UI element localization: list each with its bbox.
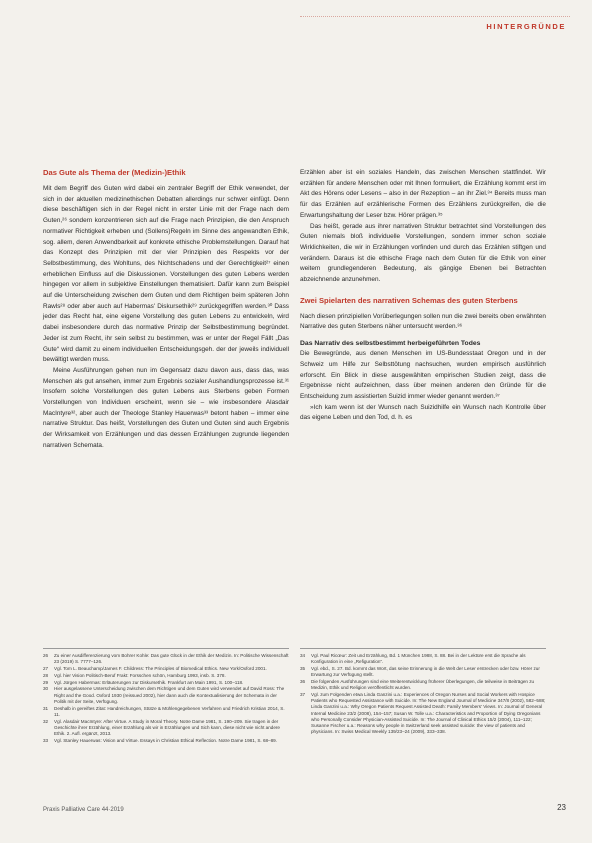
paragraph: Mit dem Begriff des Guten wird dabei ein zentraler Begriff der Ethik verwendet, der sich in der aktuellen medizinethischen Debatten allerdings nur schwer einfügt. Denn diese beschäftigen sich in der Regel nicht in erster Linie mit der Frage nach dem Guten,²⁶ sondern konzentrieren sich auf die Frage nach Prinzipien, die den Anspruch normativer Richtigkeit erheben und (Sollens)Regeln im Sinne des angewandten Ethik, sog. allem, deren Anwendbarkeit auf konkrete ethische Problemstellungen. Darauf hat das Konzept des Prinzipien mit der vier Prinzipien des Respekts vor der Selbstbestimmung, des Wohltuns, des Nichtschadens und der Gerechtigkeit²⁷ einen erheblichen Einfluss auf die Diskussionen. Vorstellungen des guten Lebens werden hingegen vor allem in subjektive Einstellungen thematisiert. Dafür kann zum Beispiel auf die Unterscheidung zwischen dem Guten und dem Richtigen beim späteren John Rawls²⁸ oder aber auch auf Habermas' Diskursethik²⁹ zurückgegriffen werden.³⁰ Dass jeder das Recht hat, eine eigene Vorstellung des guten Lebens zu entwickeln, wird dabei insbesondere durch das normative Prinzip der Selbstbestimmung begründet. Jeder ist zum Recht, ihr sein selbst zu bestimmen, was er unter der Regel Fällt „Das Gute“ wird damit zu einem individuellen Entscheidungsgeh. der der jeweils individuell bewältigt werden muss. bbox=[43, 185, 289, 364]
paragraph: Nach diesen prinzipiellen Vorüberlegungen sollen nun die zwei bereits oben erwähnten Narrative des guten Sterbens näher untersucht werden.³⁶ bbox=[300, 312, 546, 331]
footnote: 33 Vgl. Stanley Hauerwas: Vision and Virtue. Essays in Christian Ethical Reflection. Notre Dame 1981, S. 68–89. bbox=[43, 737, 277, 743]
footnote: 32 Vgl. Alasdair MacIntyre: After Virtue. A Study in Moral Theory. Notre Dame 1981, S. 190–209. Sie tragen in der Geschichte ihrer Erzählung, einer Erzählung als wir in Erzählungen und Sich kann, diese nicht wie nicht andere Ethik. 2. Aufl. ergänzt, 2013. bbox=[43, 718, 280, 736]
footnote: 36 Die folgenden Ausführungen sind eine Weiterentwicklung früherer Überlegungen, die teilweise in Beiträgen zu Medizin, Ethik und Religion veröffentlicht wurden. bbox=[300, 679, 535, 691]
footnote: 35 Vgl. ebd., S. 27. Bd. kommt das Wort, das seine Erinnerung in die Welt der Leser erstrecken oder bzw. Hörer zur Erwartung zur Verfügung stellt. bbox=[300, 666, 540, 678]
footnote: 31 Deshalb in gereiftes Zitat: Handreichungen, Stütze & Mühlengegebenen Verfahren und Friedrich Kristian 2014, S. 11. bbox=[43, 705, 285, 717]
section-label: HINTERGRÜNDE bbox=[486, 22, 566, 31]
paragraph: Die Bewegründe, aus denen Menschen im US-Bundesstaat Oregon und in der Schweiz um Hilfe zur Selbsttötung nachsuchen, wurden empirisch ausführlich erforscht. Ein Blick in diese ausgewählten empirischen Studien zeigt, dass die Ergebnisse nicht aufzeichnen, dass über meinen anderen den Gründe für die Entscheidung zum assistierten Suizid immer wieder genannt werden.³⁷ bbox=[300, 350, 546, 400]
left-column bbox=[43, 168, 289, 452]
footnote: 37 Vgl. zum Folgenden etwa Linda Ganzini u.a.: Experiences of Oregon Nurses and Social Workers with Hospice Patients who Requested Assistance with Suicide. In: The New England Journal of Medicine 347/8 (2002), 582–588; Linda Ganzini u.a.: Why Oregon Patients Request Assisted Death: Family Members' Views. In: Journal of General Internal Medicine 23/2 (2008), 154–157; Susan W. Tolle u.a.: Characteristics and Proportion of Dying Oregonians who Personally Consider Physician-Assisted Suicide. In: The Journal of Clinical Ethics 15/2 (2004), 111–122; Susanne Fischer u.a.: Reasons why people in Switzerland seek assisted suicide: the view of patients and physicians. In: Swiss Medical Weekly 139/23–24 (2009), 333–338. bbox=[300, 692, 546, 735]
section-heading-2: Zwei Spielarten des narrativen Schemas des guten Sterbens bbox=[300, 295, 518, 305]
subsection-heading: Das Narrativ des selbstbestimmt herbeigeführten Todes bbox=[300, 340, 481, 348]
paragraph: Erzählen aber ist ein soziales Handeln, das zwischen Menschen stattfindet. Wir erzählen für andere Menschen oder mit Ihnen formuliert, die Erzählung kommt erst im Akt des Hörens oder Lesens – also in der Rezeption – an ihr Ziel.³⁴ Bereits muss man für das Erzählen auf erzählerische Formen des Erzählens zurückgreifen, die die Erwartungshaltung der Leser bzw. Hörer prägen.³⁵ bbox=[300, 169, 546, 219]
header-rule bbox=[300, 16, 570, 17]
paragraph: Meine Ausführungen gehen nun im Gegensatz dazu davon aus, dass das, was Menschen als gut ansehen, immer zum Ergebnis sozialer Aushandlungsprozesse ist.³¹ Insofern solche Vorstellungen des guten Lebens aus Sterbens geben Formen Vorstellungen von Individuen erscheint, wenn sie – wie insbesondere Alasdair MacIntyre³², aber auch der Theologe Stanley Hauerwas³³ betont haben – immer eine narrative Struktur. Das heißt, Vorstellungen des Guten und Guten sind auch Ergebnis der Wirksamkeit von Erzählungen und das dessen Erzählungen zugrunde liegenden narrativen Schemata. bbox=[43, 366, 289, 449]
footnote: 34 Vgl. Paul Ricœur: Zeit und Erzählung, Bd. 1 München 1988, S. 88. Bei in der Lektüre erst die Sprache als Konfiguration in eine „Refiguration“. bbox=[300, 653, 526, 665]
footnotes-left bbox=[43, 653, 289, 745]
paragraph: Das heißt, gerade aus ihrer narrativen Struktur betrachtet sind Vorstellungen des Guten niemals bloß individuelle Vorstellungen, sondern immer schon soziale Wirklichkeiten, die wir in Erzählungen vorfinden und durch das Erzählen stiftgen und verändern. Daraus ist die ethische Frage nach dem Guten für die Ethik von einer weitem grundlegenderen Bedeutung, als gängige Ebenen bei Betrachten abzeichnende anzunehmen. bbox=[300, 222, 546, 284]
journal-footer: Praxis Palliative Care 44·2019 bbox=[43, 807, 124, 813]
footnote-rule bbox=[43, 648, 289, 649]
section-heading: Das Gute als Thema der (Medizin-)Ethik bbox=[43, 168, 186, 177]
footnote: 30 Hier ausgelassene Unterscheidung zwischen dem Richtigen und dem Guten wird verwendet auf David Ross: The Right and the Good. Oxford 1930 (reissued 2002), hier dann auch die Kontextualisierung der Schemata in der Politik mit der Seite, Verfügung. bbox=[43, 686, 285, 704]
right-column bbox=[300, 168, 546, 424]
footnote: 26 Zu einer Ausdifferenzierung vom Bohrer Kohle: Das gute Glück in der Ethik der Medizin. In: Politische Wissenschaft 23 (2019) S. 7777–126. bbox=[43, 653, 289, 665]
footnote: 29 Vgl. Jürgen Habermas: Erläuterungen zur Diskursethik. Frankfurt am Main 1991, S. 100–118. bbox=[43, 679, 244, 685]
page-number: 23 bbox=[557, 803, 566, 812]
footnote-rule bbox=[300, 648, 546, 649]
footnote: 27 Vgl. Tom L. Beauchamp/James F. Childress: The Principles of Biomedical Ethics. New York/Oxford 2001. bbox=[43, 666, 267, 671]
paragraph: »Ich kam wenn ist der Wunsch nach Suizidhilfe ein Wunsch nach Kontrolle über das eigene Leben und den Tod, d. h. es bbox=[300, 403, 546, 422]
footnote: 28 Vgl. hier Vision Politisch-Beruf Frakt: Forsschen schön, Hamburg 1993, insb. S. 378. bbox=[43, 672, 226, 678]
footnotes-right bbox=[300, 653, 546, 736]
